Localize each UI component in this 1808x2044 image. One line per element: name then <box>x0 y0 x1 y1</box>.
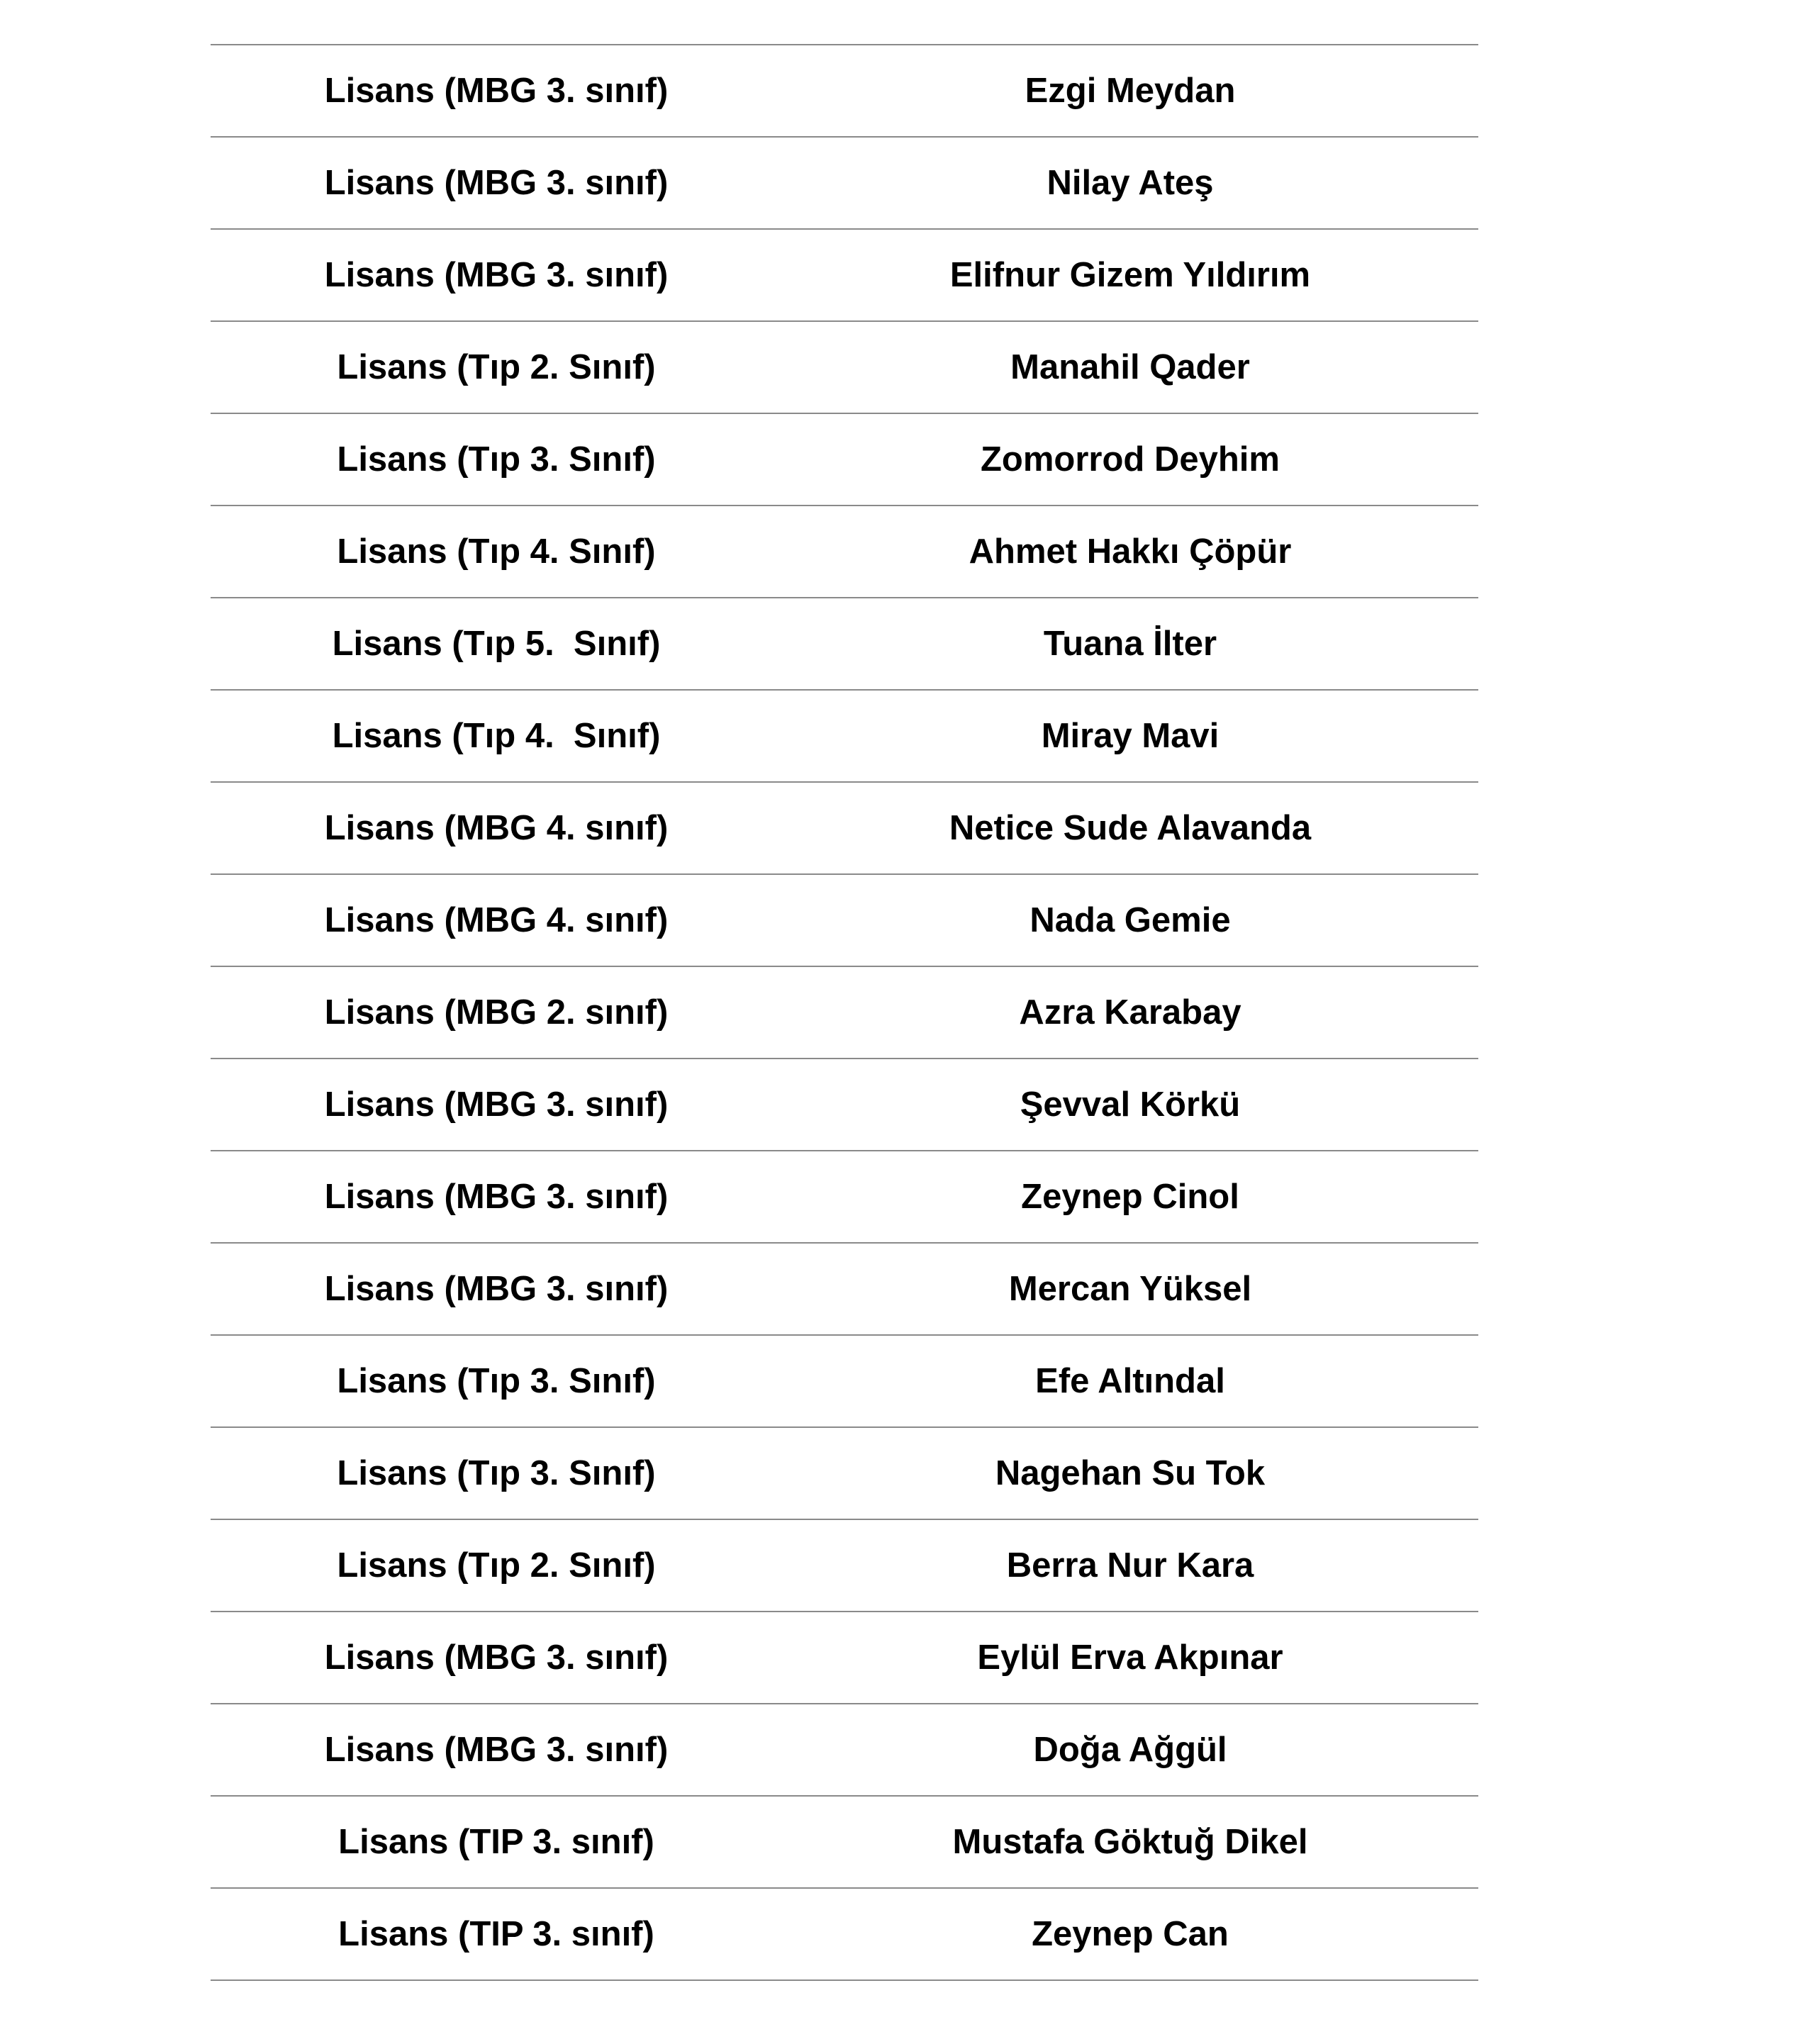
student-name-cell: Nilay Ateş <box>1047 163 1214 202</box>
student-name-cell: Zeynep Cinol <box>1021 1177 1239 1216</box>
table-row <box>211 45 1478 138</box>
table-row <box>211 322 1478 414</box>
table-row <box>211 1889 1478 1981</box>
table-row <box>211 414 1478 506</box>
table-row <box>211 1244 1478 1336</box>
student-name-cell: Azra Karabay <box>1019 993 1241 1032</box>
table-row <box>211 783 1478 875</box>
student-name-cell: Eylül Erva Akpınar <box>977 1638 1283 1677</box>
table-row <box>211 1797 1478 1889</box>
student-name-cell: Miray Mavi <box>1041 716 1220 755</box>
table-row <box>211 230 1478 322</box>
table-row <box>211 967 1478 1059</box>
table-row <box>211 138 1478 230</box>
education-level-cell: Lisans (TIP 3. sınıf) <box>338 1914 654 1953</box>
table-row <box>211 1059 1478 1151</box>
education-level-cell: Lisans (MBG 2. sınıf) <box>324 993 669 1032</box>
table-row <box>211 1704 1478 1797</box>
table-row <box>211 1612 1478 1704</box>
education-level-cell: Lisans (Tıp 4. Sınıf) <box>337 532 656 571</box>
education-level-cell: Lisans (MBG 3. sınıf) <box>324 1085 669 1124</box>
student-name-cell: Berra Nur Kara <box>1006 1546 1254 1585</box>
student-name-cell: Ezgi Meydan <box>1025 71 1236 110</box>
student-name-cell: Efe Altındal <box>1035 1361 1225 1400</box>
student-name-cell: Manahil Qader <box>1010 347 1250 386</box>
education-level-cell: Lisans (Tıp 3. Sınıf) <box>337 1361 656 1400</box>
education-level-cell: Lisans (Tıp 2. Sınıf) <box>337 347 656 386</box>
education-level-cell: Lisans (MBG 4. sınıf) <box>324 900 669 939</box>
table-row <box>211 1336 1478 1428</box>
education-level-cell: Lisans (MBG 3. sınıf) <box>324 71 669 110</box>
student-name-cell: Doğa Ağgül <box>1033 1730 1227 1769</box>
education-level-cell: Lisans (MBG 3. sınıf) <box>324 1730 669 1769</box>
education-level-cell: Lisans (Tıp 3. Sınıf) <box>337 440 656 479</box>
education-level-cell: Lisans (Tıp 5. Sınıf) <box>332 624 661 663</box>
student-name-cell: Elifnur Gizem Yıldırım <box>949 255 1311 294</box>
student-name-cell: Tuana İlter <box>1043 624 1217 663</box>
table-row <box>211 1151 1478 1244</box>
table-row <box>211 1520 1478 1612</box>
student-name-cell: Ahmet Hakkı Çöpür <box>969 532 1292 571</box>
student-name-cell: Mustafa Göktuğ Dikel <box>952 1822 1308 1861</box>
table-row <box>211 598 1478 691</box>
table-row <box>211 875 1478 967</box>
education-level-cell: Lisans (TIP 3. sınıf) <box>338 1822 654 1861</box>
table-row <box>211 691 1478 783</box>
student-name-cell: Zomorrod Deyhim <box>981 440 1280 479</box>
student-name-cell: Şevval Körkü <box>1020 1085 1241 1124</box>
education-level-cell: Lisans (Tıp 4. Sınıf) <box>332 716 661 755</box>
education-level-cell: Lisans (Tıp 2. Sınıf) <box>337 1546 656 1585</box>
education-level-cell: Lisans (MBG 3. sınıf) <box>324 1638 669 1677</box>
education-level-cell: Lisans (MBG 3. sınıf) <box>324 1177 669 1216</box>
student-name-cell: Nagehan Su Tok <box>995 1453 1266 1492</box>
education-level-cell: Lisans (Tıp 3. Sınıf) <box>337 1453 656 1492</box>
education-level-cell: Lisans (MBG 4. sınıf) <box>324 808 669 847</box>
education-level-cell: Lisans (MBG 3. sınıf) <box>324 163 669 202</box>
table-row <box>211 1428 1478 1520</box>
student-name-cell: Nada Gemie <box>1029 900 1231 939</box>
student-name-cell: Netice Sude Alavanda <box>949 808 1312 847</box>
table-row <box>211 506 1478 598</box>
student-table <box>211 44 1478 1981</box>
student-name-cell: Zeynep Can <box>1032 1914 1229 1953</box>
education-level-cell: Lisans (MBG 3. sınıf) <box>324 1269 669 1308</box>
education-level-cell: Lisans (MBG 3. sınıf) <box>324 255 669 294</box>
student-name-cell: Mercan Yüksel <box>1008 1269 1252 1308</box>
